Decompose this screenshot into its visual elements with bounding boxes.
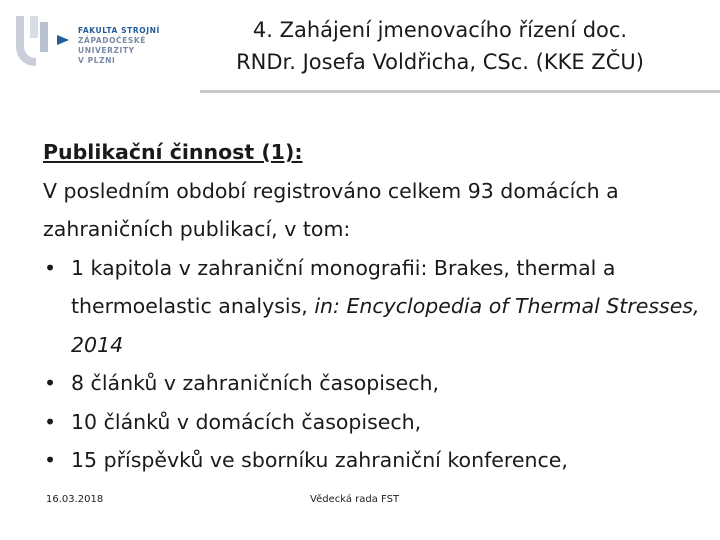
arrow-icon (56, 34, 70, 46)
slide-title (170, 14, 710, 78)
footer-date: 16.03.2018 (46, 494, 104, 505)
logo-line-1: FAKULTA STROJNÍ (78, 26, 160, 35)
slide-title-line-2: RNDr. Josefa Voldřicha, CSc. (KKE ZČU) (236, 50, 644, 74)
logo-text (78, 26, 160, 66)
publication-list (43, 249, 703, 480)
list-item (43, 403, 703, 442)
intro-paragraph: V posledním období registrováno celkem 93 domácích a zahraničních publikací, v tom: (43, 178, 619, 241)
title-divider (200, 90, 720, 93)
list-item-italic-text: in: Encyclopedia of Thermal Stresses, 2014 (71, 294, 700, 357)
logo-line-2: ZÁPADOČESKÉ (78, 36, 147, 45)
university-logo-icon (12, 12, 52, 68)
list-item-text: 8 článků v zahraničních časopisech, (71, 371, 440, 395)
logo-line-4: V PLZNI (78, 56, 116, 65)
list-item (43, 441, 703, 480)
section-heading: Publikační činnost (1): (43, 140, 303, 164)
list-item-text: 10 článků v domácích časopisech, (71, 409, 422, 434)
logo-line-3: UNIVERZITY (78, 46, 135, 55)
footer-center-text: Vědecká rada FST (310, 494, 400, 505)
slide-title-line-1: 4. Zahájení jmenovacího řízení doc. (252, 18, 628, 42)
list-item-text: 15 příspěvků ve sborníku zahraniční konference, (71, 448, 568, 472)
list-item-text: 1 kapitola v zahraniční monografii: Brakes, thermal a thermoelastic analysis, (71, 255, 616, 318)
faculty-logo (6, 8, 166, 72)
list-item (43, 249, 703, 365)
list-item (43, 364, 703, 403)
slide-content (43, 133, 703, 480)
